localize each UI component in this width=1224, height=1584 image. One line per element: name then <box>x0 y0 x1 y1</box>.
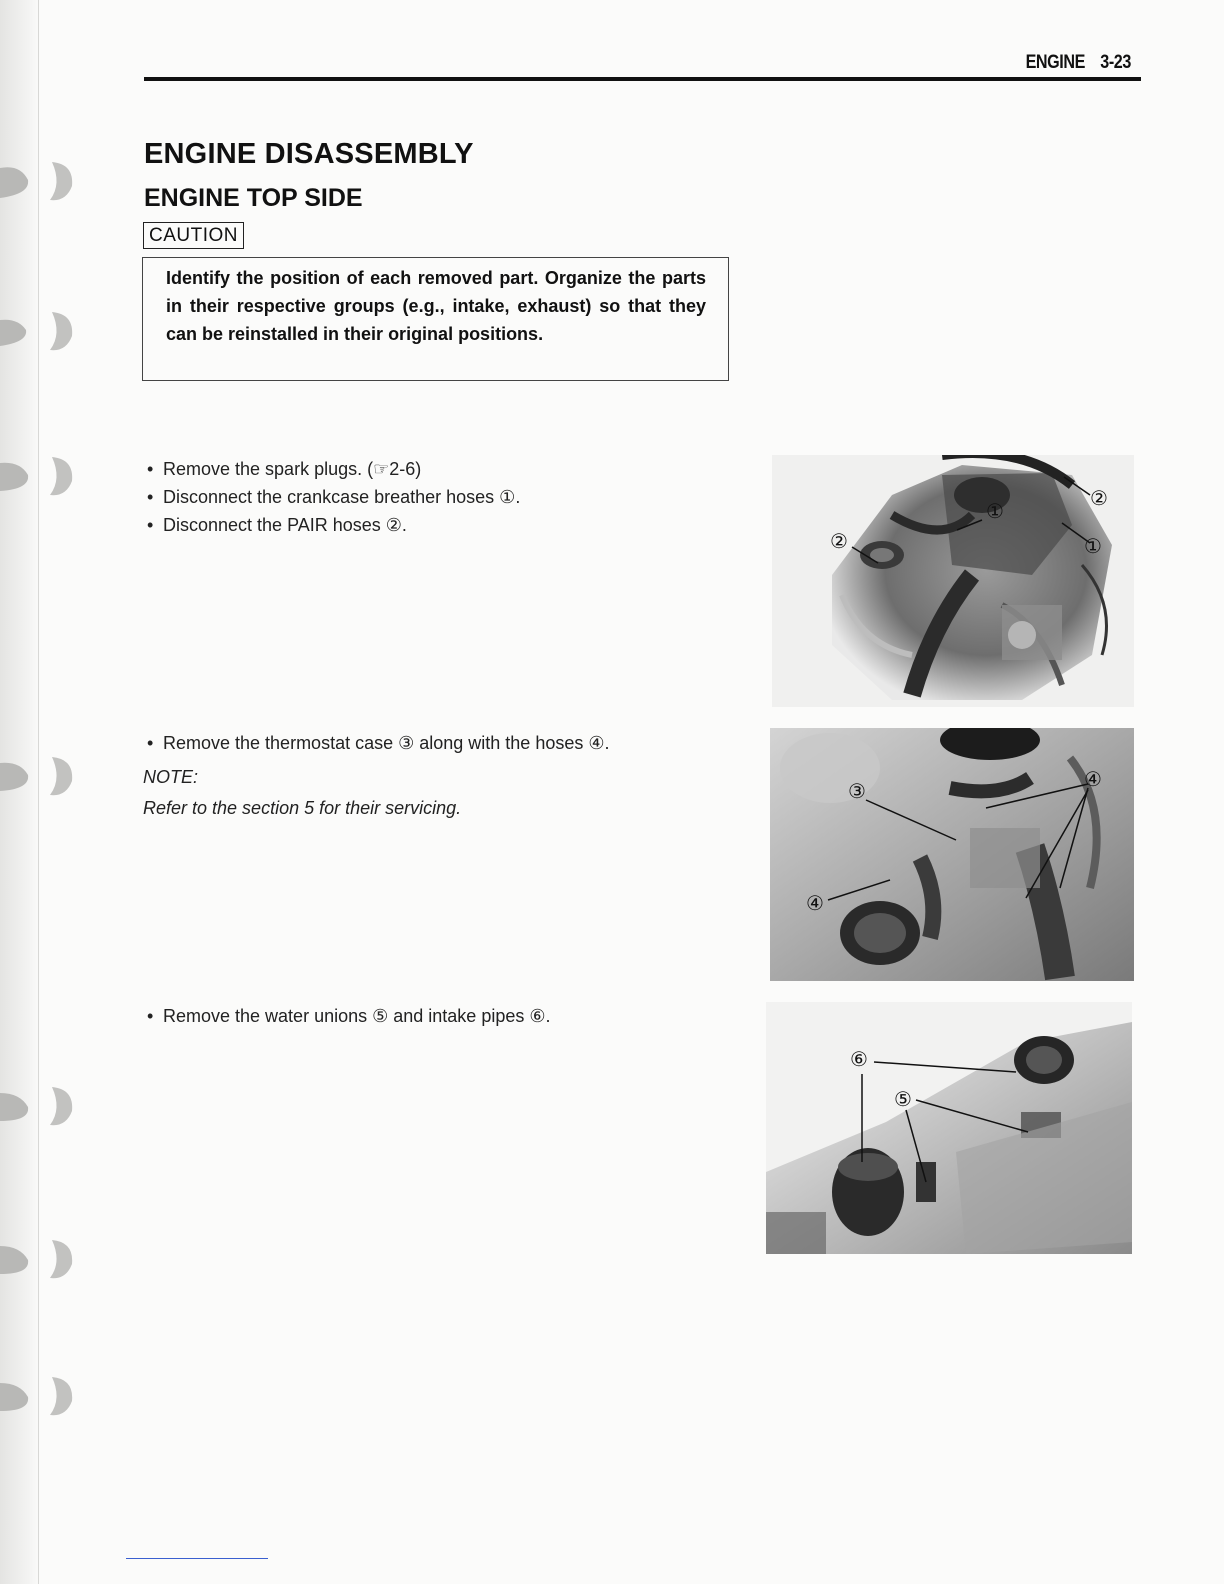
callout-2-left: ② <box>830 529 848 553</box>
steps-group-1 <box>147 455 520 539</box>
step-item: • Disconnect the crankcase breather hoses ①. <box>147 487 521 507</box>
callout-4-left: ④ <box>806 891 824 915</box>
page-title: ENGINE DISASSEMBLY <box>144 138 474 170</box>
punch-hole-7 <box>0 1365 78 1425</box>
header-rule <box>144 77 1141 81</box>
note-text: Refer to the section 5 for their servicing. <box>143 798 462 818</box>
callout-4-right: ④ <box>1084 767 1102 791</box>
header-page-number: 3-23 <box>1100 52 1131 73</box>
callout-5: ⑤ <box>894 1087 912 1111</box>
step-item: • Disconnect the PAIR hoses ②. <box>147 515 407 535</box>
punch-hole-4 <box>0 745 78 805</box>
callout-1-right: ① <box>1084 534 1102 558</box>
callout-3: ③ <box>848 779 866 803</box>
caution-box <box>142 257 729 381</box>
header-section: ENGINE <box>1025 52 1086 73</box>
note-label: NOTE: <box>143 767 199 787</box>
punch-hole-6 <box>0 1228 78 1288</box>
punch-hole-5 <box>0 1075 78 1135</box>
step-item: • Remove the water unions ⑤ and intake pipes ⑥. <box>147 1006 551 1026</box>
punch-hole-2 <box>0 300 78 360</box>
step-item: • Remove the spark plugs. (☞2-6) <box>147 459 422 479</box>
callout-6: ⑥ <box>850 1047 868 1071</box>
engine-photo-2 <box>770 728 1134 981</box>
bottom-link-underline <box>126 1558 268 1559</box>
page-header <box>144 52 1141 82</box>
engine-photo-3 <box>766 1002 1132 1254</box>
engine-photo-1 <box>772 455 1134 707</box>
callout-2-right: ② <box>1090 486 1108 510</box>
caution-label: CAUTION <box>143 222 244 249</box>
step-item: • Remove the thermostat case ③ along with the hoses ④. <box>147 733 610 753</box>
steps-group-3 <box>147 1002 550 1030</box>
section-subtitle: ENGINE TOP SIDE <box>144 184 363 212</box>
steps-group-2 <box>143 729 610 823</box>
running-header <box>1010 52 1131 74</box>
caution-text: Identify the position of each removed part. Organize the parts in their respective groups (e.g., intake, exhaust) so that they can be reinstalled in their original positions. <box>166 268 706 344</box>
punch-hole-3 <box>0 445 78 505</box>
punch-hole-1 <box>0 150 78 210</box>
callout-1-top: ① <box>986 499 1004 523</box>
